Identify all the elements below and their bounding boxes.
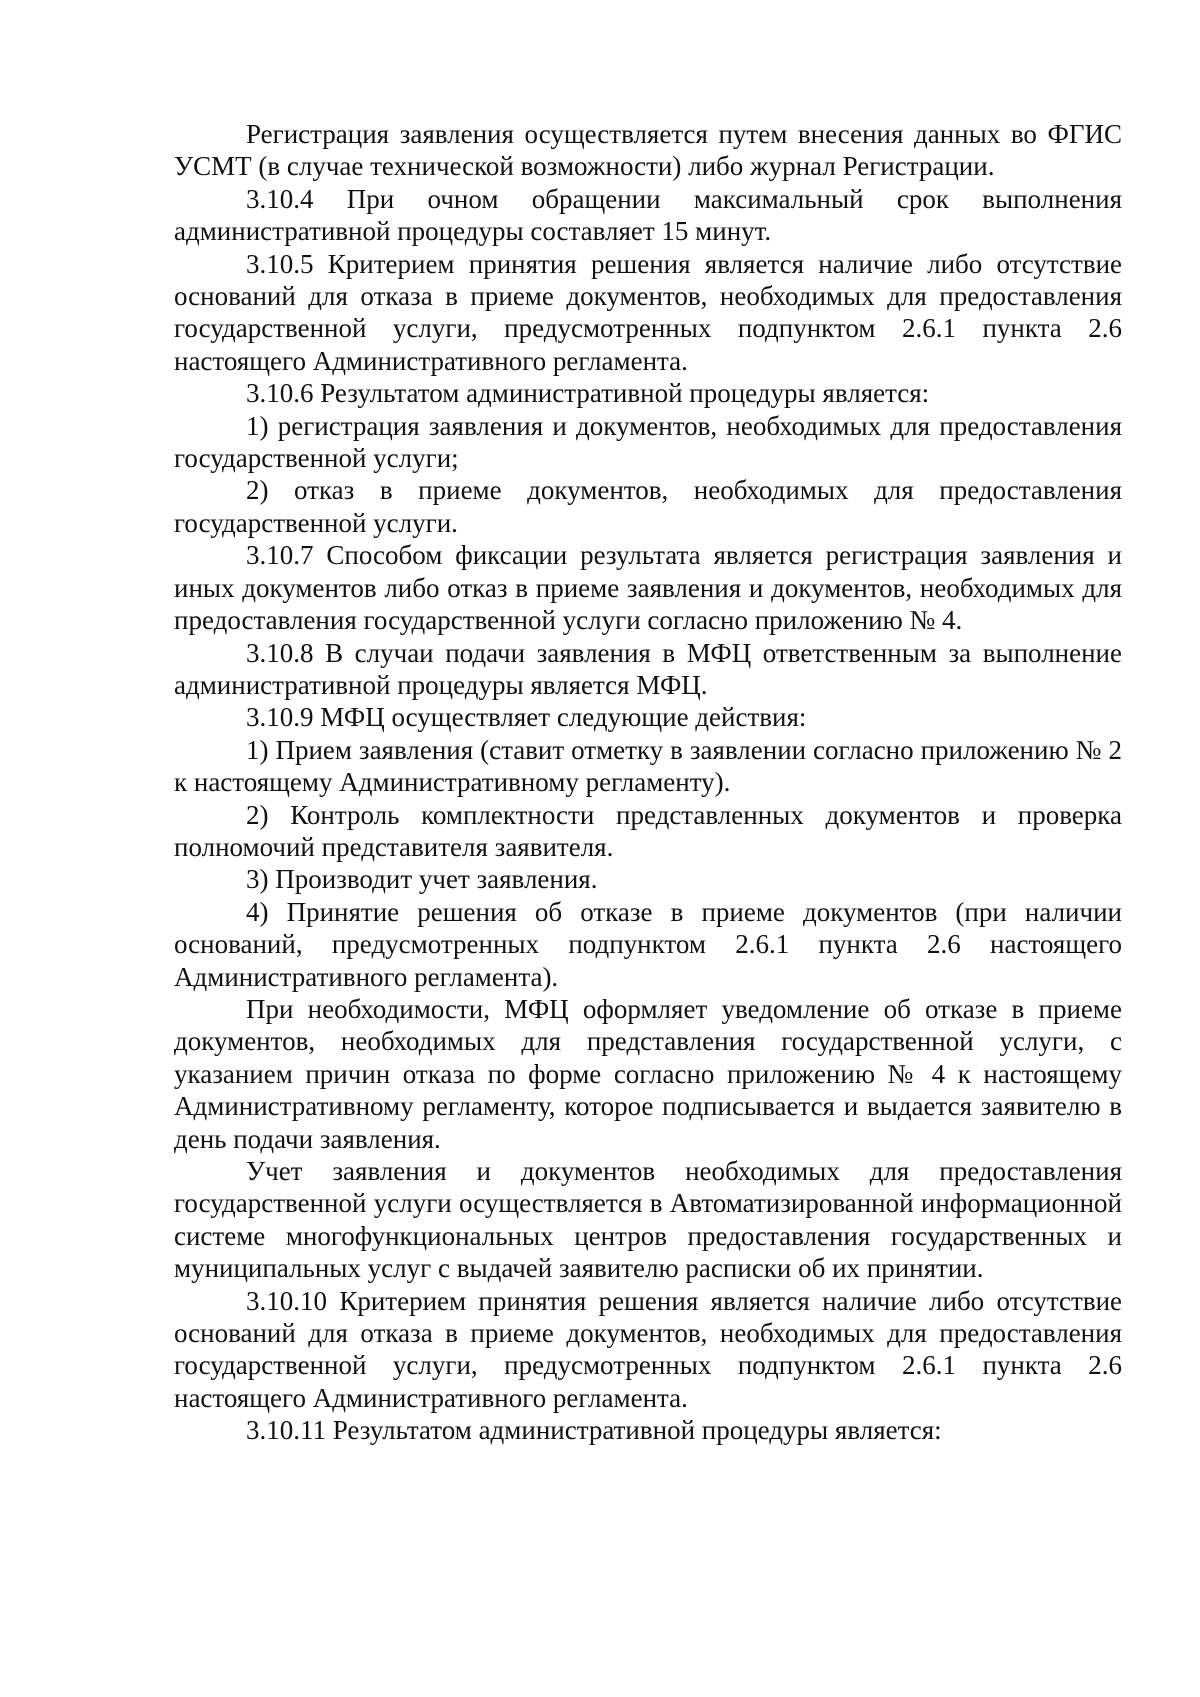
paragraph-3-10-8: 3.10.8 В случаи подачи заявления в МФЦ ответственным за выполнение административной процедуры является МФЦ. [174, 637, 1122, 700]
paragraph-3-10-10: 3.10.10 Критерием принятия решения является наличие либо отсутствие оснований для отказа в приеме документов, необходимых для предоставления государственной услуги, предусмотренных подпунктом 2.6.1 пункта 2.6 настоящего Административного регламента. [174, 1285, 1122, 1413]
paragraph-3-10-4: 3.10.4 При очном обращении максимальный срок выполнения административной процедуры составляет 15 минут. [174, 183, 1122, 247]
paragraph-registration-method: Регистрация заявления осуществляется путем внесения данных во ФГИС УСМТ (в случае технической возможности) либо журнал Регистрации. [174, 119, 1122, 182]
list-item-3-10-9-3: 3) Производит учет заявления. [246, 864, 598, 895]
paragraph-3-10-9: 3.10.9 МФЦ осуществляет следующие действия: [246, 702, 807, 733]
list-item-3-10-9-4: 4) Принятие решения об отказе в приеме документов (при наличии оснований, предусмотренных подпунктом 2.6.1 пункта 2.6 настоящего Административного регламента). [174, 896, 1122, 992]
paragraph-3-10-7: 3.10.7 Способом фиксации результата является регистрация заявления и иных документов либо отказ в приеме заявления и документов, необходимых для предоставления государственной услуги согласно приложению № 4. [174, 540, 1122, 636]
paragraph-refusal-notice: При необходимости, МФЦ оформляет уведомление об отказе в приеме документов, необходимых для представления государственной услуги, с указанием причин отказа по форме согласно приложению № 4 к настоящему Административному регламенту, которое подписывается и выдается заявителю в день подачи заявления. [174, 993, 1122, 1154]
list-item-3-10-6-1: 1) регистрация заявления и документов, необходимых для предоставления государственной услуги; [174, 410, 1122, 474]
list-item-3-10-9-2: 2) Контроль комплектности представленных документов и проверка полномочий представителя заявителя. [174, 799, 1122, 862]
paragraph-3-10-11: 3.10.11 Результатом административной процедуры является: [246, 1415, 942, 1446]
list-item-3-10-6-2: 2) отказ в приеме документов, необходимых для предоставления государственной услуги. [174, 475, 1122, 538]
paragraph-application-accounting: Учет заявления и документов необходимых для предоставления государственной услуги осуществляется в Автоматизированной информационной системе многофункциональных центров предоставления государственных и муниципальных услуг с выдачей заявителю расписки об их принятии. [174, 1156, 1122, 1284]
paragraph-3-10-6: 3.10.6 Результатом административной процедуры является: [246, 378, 930, 409]
list-item-3-10-9-1: 1) Прием заявления (ставит отметку в заявлении согласно приложению № 2 к настоящему Административному регламенту). [174, 734, 1122, 798]
document-page [174, 118, 1122, 1447]
paragraph-3-10-5: 3.10.5 Критерием принятия решения является наличие либо отсутствие оснований для отказа в приеме документов, необходимых для предоставления государственной услуги, предусмотренных подпунктом 2.6.1 пункта 2.6 настоящего Административного регламента. [174, 248, 1122, 376]
